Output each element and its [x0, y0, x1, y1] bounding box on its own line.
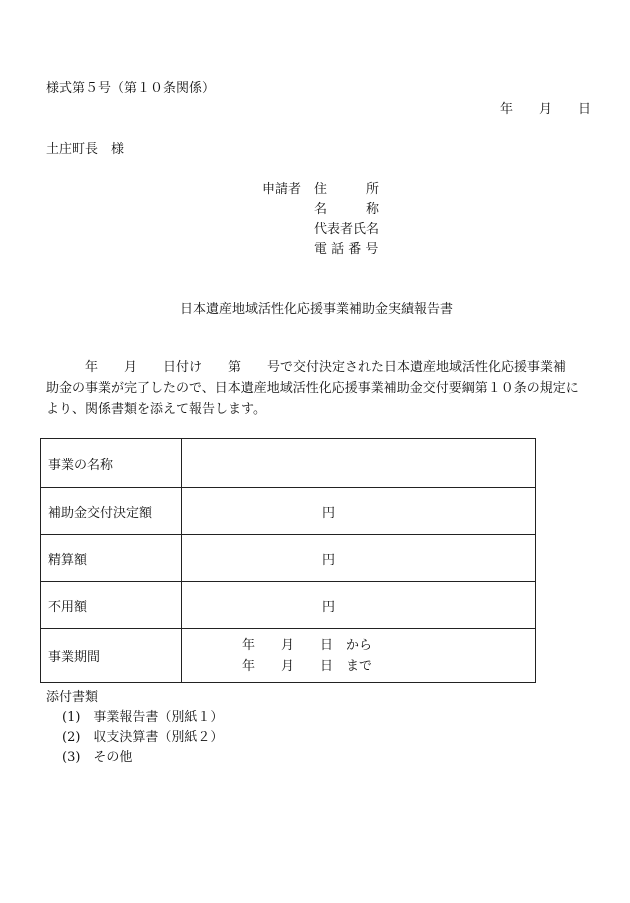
date-line: 年 月 日 [500, 102, 592, 117]
body-line-2: 助金の事業が完了したので、日本遺産地域活性化応援事業補助金交付要綱第１０条の規定に [46, 381, 579, 396]
row-label-grant-amount: 補助金交付決定額 [41, 488, 182, 535]
row-label-project-name: 事業の名称 [41, 439, 182, 488]
body-line-3: より、関係書類を添えて報告します。 [46, 402, 266, 417]
yen-unit: 円 [322, 599, 336, 615]
applicant-name-label: 名 称 [314, 202, 380, 217]
row-label-unused-amount: 不用額 [41, 582, 182, 629]
form-number: 様式第５号（第１０条関係） [46, 81, 216, 96]
row-label-settled-amount: 精算額 [41, 535, 182, 582]
body-line-1: 年 月 日付け 第 号で交付決定された日本遺産地域活性化応援事業補 [46, 360, 567, 375]
applicant-representative-label: 代表者氏名 [314, 222, 380, 237]
table-row [41, 439, 536, 488]
table-row [41, 488, 536, 535]
attachments-heading: 添付書類 [46, 690, 99, 705]
attachment-item: (1) 事業報告書（別紙１） [62, 710, 224, 725]
applicant-phone-label: 電 話 番 号 [314, 242, 379, 257]
addressee: 土庄町長 様 [46, 142, 125, 157]
document-title: 日本遺産地域活性化応援事業補助金実績報告書 [180, 302, 454, 317]
row-value-project-period[interactable] [182, 629, 536, 683]
period-to: 年 月 日 まで [242, 658, 373, 674]
table-row [41, 535, 536, 582]
report-body [46, 357, 598, 420]
row-value-project-name[interactable] [182, 439, 536, 488]
attachments-section [46, 688, 223, 768]
period-from: 年 月 日 から [242, 637, 373, 653]
applicant-heading: 申請者 [262, 182, 302, 197]
attachment-item: (3) その他 [62, 750, 133, 765]
yen-unit: 円 [322, 552, 336, 568]
table-row [41, 582, 536, 629]
yen-unit: 円 [322, 505, 336, 521]
row-value-unused-amount[interactable] [182, 582, 536, 629]
table-row [41, 629, 536, 683]
row-label-project-period: 事業期間 [41, 629, 182, 683]
row-value-settled-amount[interactable] [182, 535, 536, 582]
applicant-address-label: 住 所 [314, 182, 380, 197]
row-value-grant-amount[interactable] [182, 488, 536, 535]
attachment-item: (2) 収支決算書（別紙２） [62, 730, 224, 745]
report-table [40, 438, 536, 683]
